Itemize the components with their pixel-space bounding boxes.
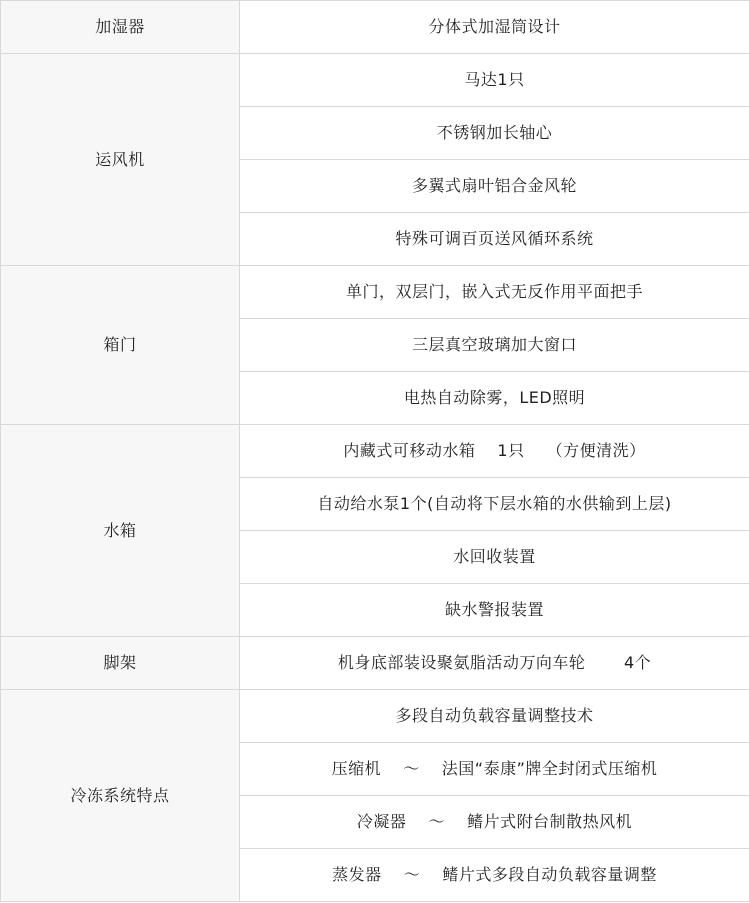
spec-category-label: 加湿器 — [1, 1, 240, 54]
table-row — [1, 266, 750, 319]
table-row — [1, 54, 750, 107]
spec-value: 压缩机 ～ 法国“泰康”牌全封闭式压缩机 — [240, 743, 750, 796]
spec-value: 三层真空玻璃加大窗口 — [240, 319, 750, 372]
spec-value: 冷凝器 ～ 鳍片式附台制散热风机 — [240, 796, 750, 849]
spec-value: 单门，双层门，嵌入式无反作用平面把手 — [240, 266, 750, 319]
spec-value: 多段自动负载容量调整技术 — [240, 690, 750, 743]
spec-category-label: 脚架 — [1, 637, 240, 690]
spec-category-label: 运风机 — [1, 54, 240, 266]
spec-value: 不锈钢加长轴心 — [240, 107, 750, 160]
spec-value: 缺水警报装置 — [240, 584, 750, 637]
spec-value: 水回收装置 — [240, 531, 750, 584]
spec-value: 分体式加湿筒设计 — [240, 1, 750, 54]
spec-value: 内藏式可移动水箱 1只 （方便清洗） — [240, 425, 750, 478]
specification-table-body — [1, 1, 750, 902]
spec-category-label: 水箱 — [1, 425, 240, 637]
table-row — [1, 637, 750, 690]
table-row — [1, 425, 750, 478]
spec-value: 蒸发器 ～ 鳍片式多段自动负载容量调整 — [240, 849, 750, 902]
spec-value: 多翼式扇叶铝合金风轮 — [240, 160, 750, 213]
spec-category-label: 冷冻系统特点 — [1, 690, 240, 902]
spec-value: 自动给水泵1个(自动将下层水箱的水供输到上层) — [240, 478, 750, 531]
table-row — [1, 690, 750, 743]
spec-value: 马达1只 — [240, 54, 750, 107]
spec-value: 电热自动除雾，LED照明 — [240, 372, 750, 425]
spec-category-label: 箱门 — [1, 266, 240, 425]
table-row — [1, 1, 750, 54]
spec-value: 机身底部装设聚氨脂活动万向车轮 4个 — [240, 637, 750, 690]
spec-value: 特殊可调百页送风循环系统 — [240, 213, 750, 266]
